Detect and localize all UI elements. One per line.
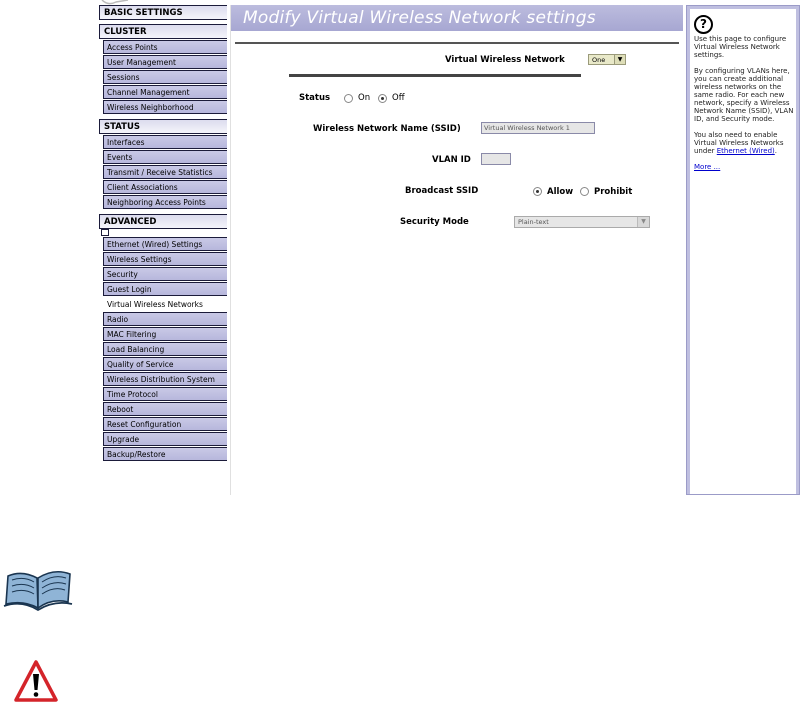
help-paragraph-3-text: You also need to enable Virtual Wireless Networks under (694, 131, 784, 155)
ssid-input[interactable] (481, 122, 595, 134)
vwn-select-value: One (592, 56, 606, 64)
nav-item-upgrade[interactable]: Upgrade (103, 432, 227, 446)
broadcast-allow-radio[interactable] (533, 187, 542, 196)
divider-section (289, 74, 581, 77)
status-label: Status (299, 93, 331, 103)
nav-item-wireless-settings[interactable]: Wireless Settings (103, 252, 227, 266)
status-off-radio[interactable] (378, 94, 387, 103)
help-panel (686, 5, 800, 495)
nav-item-transmit-receive-statistics[interactable]: Transmit / Receive Statistics (103, 165, 227, 179)
vlan-id-label: VLAN ID (432, 155, 471, 165)
nav-item-radio[interactable]: Radio (103, 312, 227, 326)
help-text (694, 35, 798, 179)
broadcast-prohibit-radio[interactable] (580, 187, 589, 196)
nav-item-events[interactable]: Events (103, 150, 227, 164)
nav-item-neighboring-access-points[interactable]: Neighboring Access Points (103, 195, 227, 209)
help-paragraph-3-end: . (774, 147, 777, 155)
nav-item-mac-filtering[interactable]: MAC Filtering (103, 327, 227, 341)
help-paragraph-1: Use this page to configure Virtual Wireless Network settings. (694, 35, 787, 59)
open-book-icon (2, 566, 74, 612)
help-panel-content (690, 9, 796, 494)
nav-item-interfaces[interactable]: Interfaces (103, 135, 227, 149)
nav-item-wireless-neighborhood[interactable]: Wireless Neighborhood (103, 100, 227, 114)
nav-item-time-protocol[interactable]: Time Protocol (103, 387, 227, 401)
broadcast-allow-label: Allow (547, 187, 574, 197)
help-paragraph-2: By configuring VLANs here, you can create additional wireless networks on the same radio. For each new network, specify a Wireless Network Name (SSID), VLAN ID, and Security mode. (694, 67, 794, 123)
question-mark-icon: ? (694, 15, 713, 34)
nav-item-user-management[interactable]: User Management (103, 55, 227, 69)
nav-item-reset-configuration[interactable]: Reset Configuration (103, 417, 227, 431)
security-mode-label: Security Mode (400, 217, 469, 227)
nav-item-backup-restore[interactable]: Backup/Restore (103, 447, 227, 461)
status-on-radio[interactable] (344, 94, 353, 103)
page-title-bar (231, 5, 683, 31)
main-panel (230, 5, 683, 495)
security-mode-value: Plain-text (518, 218, 549, 226)
broadcast-prohibit-label: Prohibit (594, 187, 633, 197)
left-navigation (99, 5, 227, 495)
nav-section-basic-settings[interactable]: BASIC SETTINGS (99, 5, 227, 20)
vlan-id-input[interactable] (481, 153, 511, 165)
nav-item-client-associations[interactable]: Client Associations (103, 180, 227, 194)
vwn-select[interactable] (588, 54, 626, 65)
nav-item-access-points[interactable]: Access Points (103, 40, 227, 54)
nav-item-channel-management[interactable]: Channel Management (103, 85, 227, 99)
status-off-label: Off (392, 93, 405, 103)
nav-section-status: STATUS (99, 119, 227, 134)
help-paragraph-3 (694, 131, 798, 155)
nav-item-virtual-wireless-networks[interactable]: Virtual Wireless Networks (103, 297, 227, 311)
nav-item-reboot[interactable]: Reboot (103, 402, 227, 416)
nav-item-security[interactable]: Security (103, 267, 227, 281)
security-mode-select[interactable] (514, 216, 650, 228)
page-title: Modify Virtual Wireless Network settings (243, 8, 596, 28)
nav-item-guest-login[interactable]: Guest Login (103, 282, 227, 296)
nav-item-ethernet-wired-settings[interactable]: Ethernet (Wired) Settings (103, 237, 227, 251)
nav-section-cluster: CLUSTER (99, 24, 227, 39)
chevron-down-icon: ▼ (637, 217, 649, 227)
ssid-label: Wireless Network Name (SSID) (313, 124, 461, 134)
nav-item-sessions[interactable]: Sessions (103, 70, 227, 84)
advanced-collapse-marker (101, 229, 109, 236)
caution-triangle-icon (14, 659, 58, 703)
nav-item-wireless-distribution-system[interactable]: Wireless Distribution System (103, 372, 227, 386)
divider-top (235, 42, 679, 44)
nav-item-quality-of-service[interactable]: Quality of Service (103, 357, 227, 371)
status-on-label: On (358, 93, 371, 103)
nav-section-advanced: ADVANCED (99, 214, 227, 229)
vwn-label: Virtual Wireless Network (445, 55, 565, 65)
chevron-down-icon: ▼ (614, 55, 625, 64)
ssid-input-value: Virtual Wireless Network 1 (484, 124, 570, 132)
more-link[interactable]: More ... (694, 163, 721, 171)
ethernet-wired-link[interactable]: Ethernet (Wired) (716, 147, 775, 155)
broadcast-ssid-label: Broadcast SSID (405, 186, 479, 196)
nav-item-load-balancing[interactable]: Load Balancing (103, 342, 227, 356)
